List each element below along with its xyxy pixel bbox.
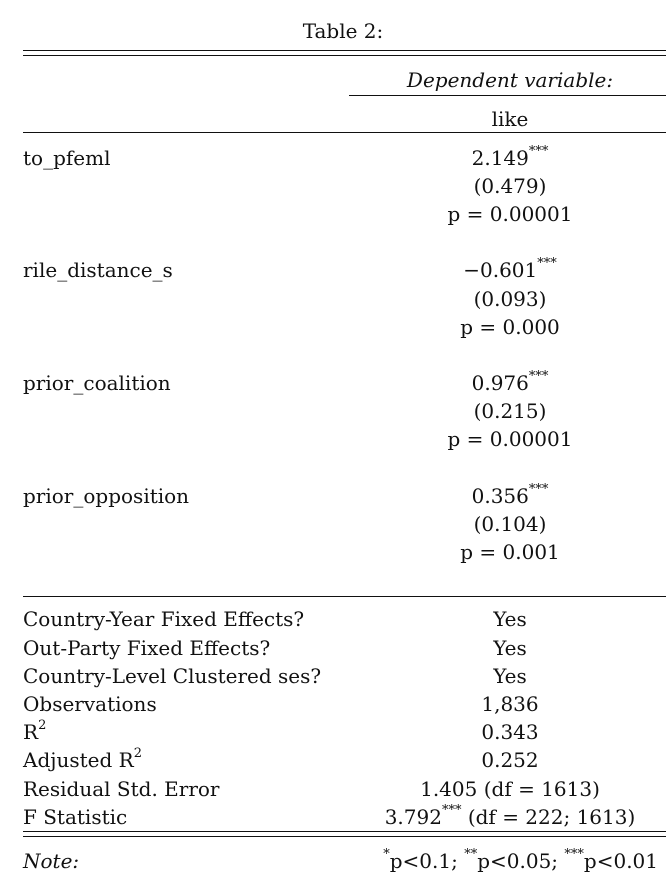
header-rule	[23, 132, 666, 133]
coef-estimate: 0.976***	[471, 369, 549, 395]
stat-value: 1.405 (df = 1613)	[420, 777, 600, 801]
stat-label: Country-Level Clustered ses?	[23, 664, 322, 688]
dependent-variable-name: like	[491, 107, 529, 131]
stat-label: F Statistic	[23, 805, 128, 829]
stat-value: 0.343	[481, 720, 539, 744]
coef-se: (0.104)	[473, 512, 547, 536]
stat-value: Yes	[493, 607, 527, 631]
coef-se: (0.215)	[473, 399, 547, 423]
stat-label: Adjusted $R^2$	[23, 746, 142, 772]
coef-se: (0.093)	[473, 287, 547, 311]
top-rule-1	[23, 50, 666, 51]
coef-estimate: −0.601***	[463, 256, 557, 282]
coef-name: prior_opposition	[23, 484, 190, 508]
dependent-variable-rule	[349, 95, 666, 96]
coef-name: rile_distance_s	[23, 258, 173, 282]
note-text: *p<0.1; **p<0.05; ***p<0.01	[383, 847, 658, 873]
coef-p: p = 0.000	[460, 315, 560, 339]
table-title: Table 2:	[302, 19, 384, 43]
dependent-variable-label: Dependent variable:	[406, 68, 614, 92]
stat-label: Country-Year Fixed Effects?	[23, 607, 305, 631]
stat-label: Observations	[23, 692, 157, 716]
coef-se: (0.479)	[473, 174, 547, 198]
coef-p: p = 0.00001	[447, 427, 573, 451]
stat-value: 1,836	[481, 692, 539, 716]
stat-label: Out-Party Fixed Effects?	[23, 636, 271, 660]
bottom-rule-1	[23, 831, 666, 832]
coef-name: prior_coalition	[23, 371, 171, 395]
stat-label: $R^2$	[23, 718, 47, 744]
coef-p: p = 0.001	[460, 540, 560, 564]
top-rule-2	[23, 55, 666, 56]
note-label: Note:	[23, 849, 80, 873]
coef-estimate: 2.149***	[471, 144, 549, 170]
stat-value: Yes	[493, 636, 527, 660]
coef-p: p = 0.00001	[447, 202, 573, 226]
bottom-rule-2	[23, 836, 666, 837]
coef-estimate: 0.356***	[471, 482, 549, 508]
stat-value: 3.792*** (df = 222; 1613)	[384, 803, 636, 829]
stat-value: 0.252	[481, 748, 539, 772]
stat-label: Residual Std. Error	[23, 777, 220, 801]
coef-name: to_pfeml	[23, 146, 111, 170]
stat-value: Yes	[493, 664, 527, 688]
stats-rule	[23, 596, 666, 597]
